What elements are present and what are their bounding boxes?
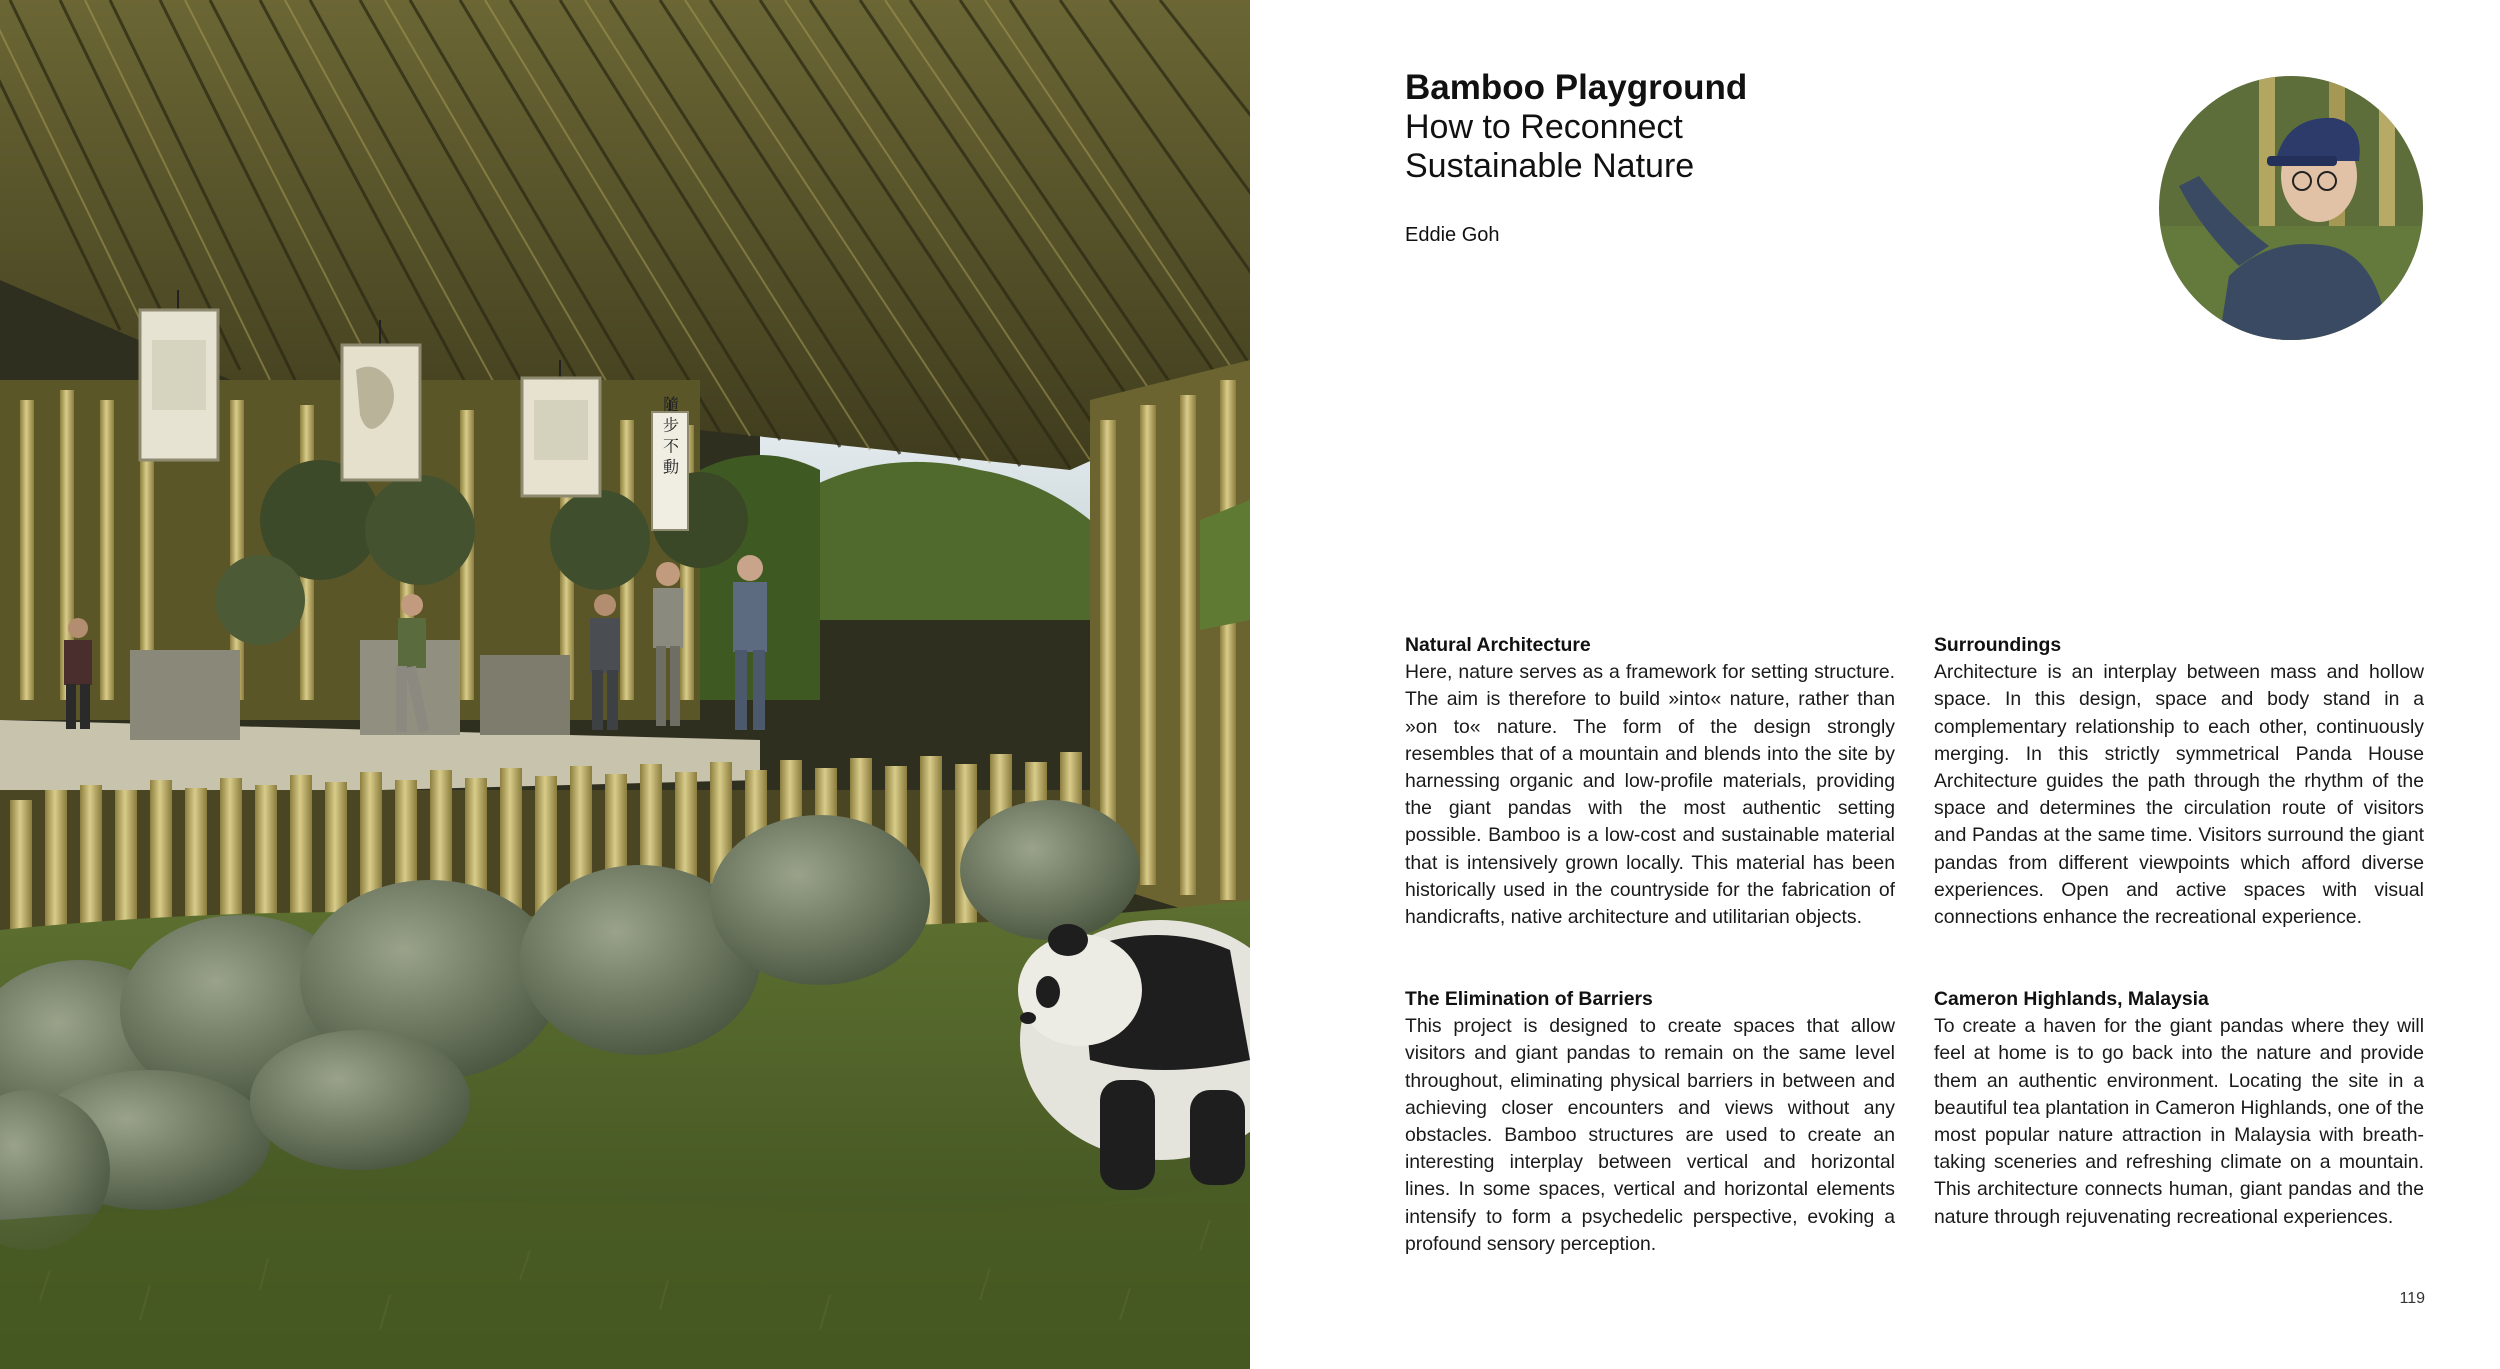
- article-subtitle: How to Reconnect Sustainable Nature: [1405, 108, 1695, 185]
- portrait-illustration: [2159, 76, 2423, 340]
- panda-nose: [1020, 1012, 1036, 1024]
- calligraphy-text: 隨 步 不 動: [660, 395, 680, 475]
- section-heading: The Elimination of Barriers: [1405, 988, 1653, 1010]
- section-heading: Surroundings: [1934, 634, 2062, 656]
- section-heading: Cameron Highlands, Malaysia: [1934, 988, 2209, 1010]
- section-body: Architecture is an interplay between mass and hollow space. In this design, space and body stand in a complementary relationship to each other, continuously merging. In this strictly symmetrical Panda House Architecture guides the path through the rhythm of the space and determines the circulation route of visitors and Pandas at the same time. Visitors surround the giant pandas from different viewpoints which afford diverse experiences. Open and active spaces with visual connections enhance the recreational experience.: [1934, 661, 2424, 929]
- panda-front-leg: [1100, 1080, 1155, 1190]
- page-number: 119: [2399, 1290, 2425, 1307]
- text-column-left: [1405, 632, 1895, 1272]
- author-name: Eddie Goh: [1405, 224, 1500, 246]
- article-title: Bamboo Playground: [1405, 68, 1748, 107]
- text-page: [1250, 0, 2500, 1369]
- portrait-cap-brim: [2267, 156, 2337, 166]
- panda-eye-patch: [1036, 976, 1060, 1008]
- portrait-bamboo-3: [2379, 76, 2395, 246]
- author-portrait: [2159, 76, 2423, 340]
- section-body: Here, nature serves as a framework for setting structure. The aim is therefore to build »into« nature, rather than »on to« nature. The form of the design strongly resembles that of a mountain and blends into the site by harnessing organic and low-profile materials, providing the giant pandas with the most authentic setting possible. Bamboo is a low-cost and sustainable material that is intensively grown locally. This material has been historically used in the countryside for the fabrication of handicrafts, native architecture and utilitarian objects.: [1405, 661, 1895, 929]
- section-cameron-highlands: [1934, 986, 2424, 1231]
- panda-back-leg: [1190, 1090, 1245, 1185]
- section-surroundings: [1934, 632, 2424, 931]
- section-heading: Natural Architecture: [1405, 634, 1591, 656]
- section-elimination-of-barriers: [1405, 986, 1895, 1258]
- section-body: To create a haven for the giant pandas where they will feel at home is to go back into the nature and provide them an authentic environment. Locating the site in a beautiful tea plantation in Cameron Highlands, one of the most popular nature attraction in Malaysia with breath-taking sceneries and refreshing climate on a mountain. This architecture connects human, giant pandas and the nature through rejuvenating recreational experiences.: [1934, 1015, 2424, 1228]
- text-column-right: [1934, 632, 2424, 1272]
- section-body: This project is designed to create spaces that allow visitors and giant pandas to remain on the same level throughout, eliminating physical barriers in between and achieving closer encounters and views without any obstacles. Bamboo structures are used to create an interesting interplay between vertical and horizontal lines. In some spaces, vertical and horizontal elements intensify to form a psychedelic perspective, evoking a profound sensory perception.: [1405, 1015, 1895, 1255]
- section-natural-architecture: [1405, 632, 1895, 931]
- panda-ear: [1048, 924, 1088, 956]
